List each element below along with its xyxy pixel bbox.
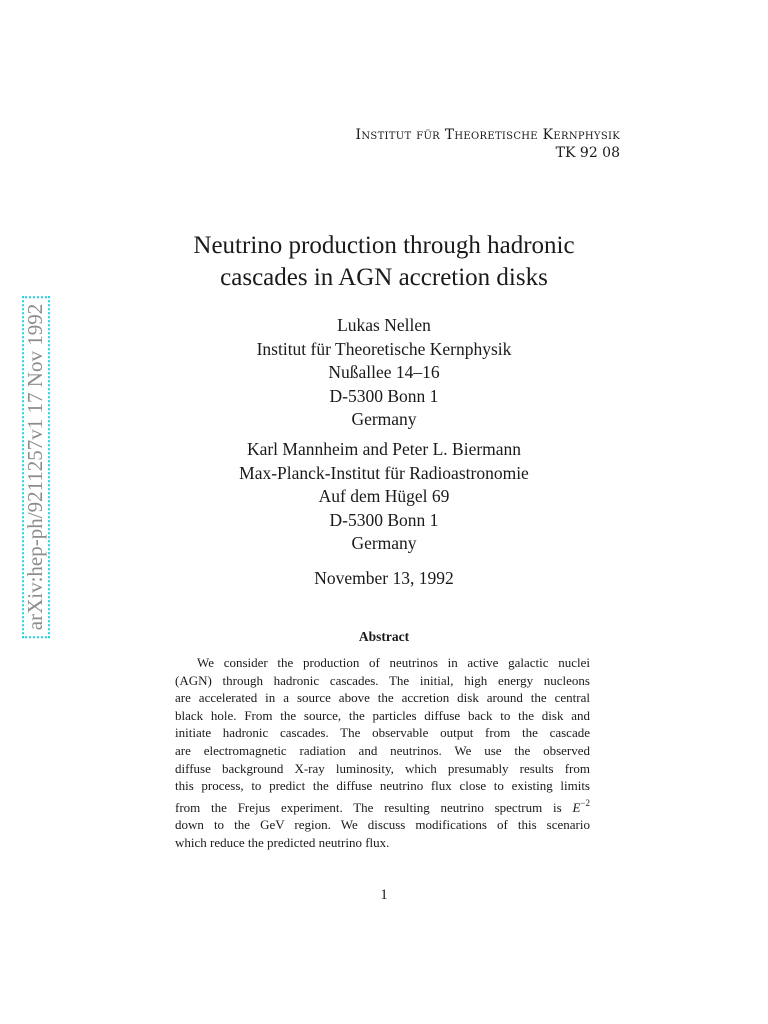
author-names: Karl Mannheim and Peter L. Biermann <box>246 439 522 459</box>
abstract-line: are accelerated in a source above the accretion disk around the central <box>175 690 590 706</box>
author-name: Lukas Nellen <box>337 315 431 335</box>
report-number: TK 92 08 <box>555 145 620 161</box>
paper-date: November 13, 1992 <box>314 568 454 588</box>
affiliation-country: Germany <box>351 533 417 553</box>
abstract-line: are electromagnetic radiation and neutrinos. We use the observed <box>175 742 590 758</box>
abstract-line: initiate hadronic cascades. The observable output from the cascade <box>175 725 590 741</box>
abstract-body <box>175 654 590 852</box>
abstract-line: this process, to predict the diffuse neutrino flux close to existing limits <box>175 778 590 794</box>
arxiv-identifier-stamp[interactable]: arXiv:hep-ph/9211257v1 17 Nov 1992 <box>22 296 50 638</box>
header-institute: Institut für Theoretische Kernphysik <box>355 127 620 143</box>
abstract-line: black hole. From the source, the particles diffuse back to the disk and <box>175 707 590 723</box>
report-header <box>356 126 620 162</box>
page-number: 1 <box>380 887 388 903</box>
title-line: cascades in AGN accretion disks <box>220 264 548 291</box>
author-affiliation-2 <box>0 438 768 556</box>
abstract-line: which reduce the predicted neutrino flux. <box>175 834 390 850</box>
abstract-line-text: from the Frejus experiment. The resulting neutrino spectrum is <box>175 799 562 815</box>
abstract-heading: Abstract <box>358 629 410 644</box>
paper-title <box>0 230 768 294</box>
spectrum-expression <box>572 797 590 815</box>
abstract-line: (AGN) through hadronic cascades. The initial, high energy nucleons <box>175 672 590 688</box>
affiliation-city: D-5300 Bonn 1 <box>329 385 439 406</box>
abstract-line: diffuse background X-ray luminosity, which presumably results from <box>175 760 590 776</box>
affiliation-street: Nußallee 14–16 <box>328 362 440 382</box>
affiliation-street: Auf dem Hügel 69 <box>318 486 450 506</box>
affiliation-country: Germany <box>351 409 417 429</box>
abstract-line: down to the GeV region. We discuss modifications of this scenario <box>175 817 590 833</box>
abstract-line: We consider the production of neutrinos in active galactic nuclei <box>197 655 590 670</box>
title-line: Neutrino production through hadronic <box>193 232 575 259</box>
abstract-line-with-math <box>175 795 590 817</box>
affiliation-city: D-5300 Bonn 1 <box>329 509 439 530</box>
affiliation-institute: Institut für Theoretische Kernphysik <box>256 338 512 359</box>
spectrum-exponent: −2 <box>580 797 590 808</box>
affiliation-institute: Max-Planck-Institut für Radioastronomie <box>239 462 529 483</box>
author-affiliation-1 <box>0 314 768 432</box>
spectrum-base: E <box>572 799 581 815</box>
